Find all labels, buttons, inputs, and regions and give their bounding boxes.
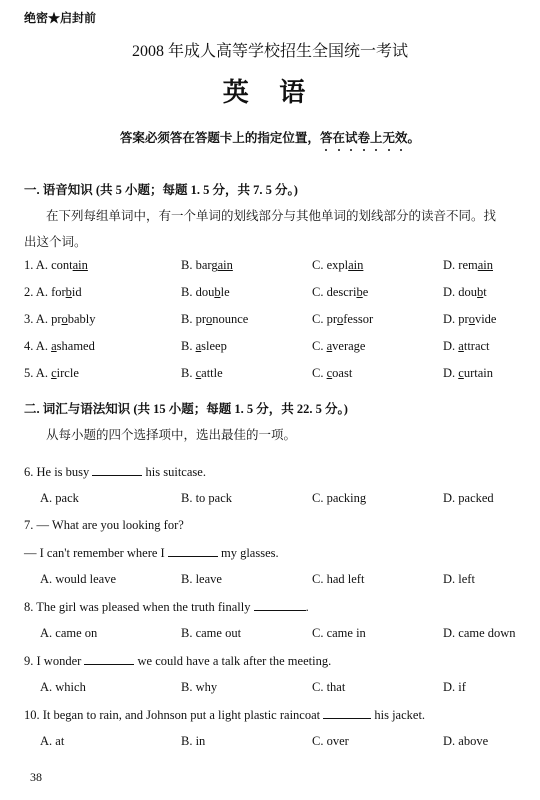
notice-prefix: 答案必须答在答题卡上的指定位置， xyxy=(119,131,320,145)
subject-title: 英 语 xyxy=(222,78,318,107)
answer-option: B. to pack xyxy=(181,491,233,505)
phonetic-option: D. remain xyxy=(443,258,493,272)
phonetic-option: 1. A. contain xyxy=(24,258,88,272)
answer-option: A. came on xyxy=(40,626,98,640)
section2-instruction: 从每小题的四个选择项中，选出最佳的一项。 xyxy=(46,428,297,442)
answer-option: C. over xyxy=(312,734,349,748)
phonetic-option: 5. A. circle xyxy=(24,366,79,380)
answer-option: D. packed xyxy=(443,491,494,505)
answer-option: A. would leave xyxy=(40,572,117,586)
answer-option: C. came in xyxy=(312,626,366,640)
notice-suffix: 。 xyxy=(407,131,421,145)
phonetic-option: 4. A. ashamed xyxy=(24,339,95,353)
answer-option: A. at xyxy=(40,734,65,748)
phonetic-option: C. describe xyxy=(312,285,369,299)
phonetic-option: C. professor xyxy=(312,312,374,326)
phonetic-option: D. doubt xyxy=(443,285,487,299)
notice-dotted-char: 卷 xyxy=(357,128,370,146)
section1-title: 一. 语音知识 (共 5 小题；每题 1. 5 分，共 7. 5 分。) xyxy=(24,183,298,197)
phonetic-option: 3. A. probably xyxy=(24,312,96,326)
phonetic-option: B. bargain xyxy=(181,258,233,272)
notice-dotted-char: 无 xyxy=(383,128,396,146)
section1-instruction: 出这个词。 xyxy=(24,235,87,249)
question-stem: 6. He is busy his suitcase. xyxy=(24,465,206,479)
answer-option: C. that xyxy=(312,680,346,694)
exam-title: 2008 年成人高等学校招生全国统一考试 xyxy=(131,43,408,60)
question-stem: — I can't remember where I my glasses. xyxy=(24,546,279,560)
answer-option: C. had left xyxy=(312,572,365,586)
answer-blank xyxy=(254,599,306,611)
question-stem: 10. It began to rain, and Johnson put a light plastic raincoat his jacket. xyxy=(24,708,426,722)
answer-option: A. pack xyxy=(40,491,79,505)
phonetic-option: D. attract xyxy=(443,339,490,353)
phonetic-option: B. asleep xyxy=(181,339,227,353)
answer-option: A. which xyxy=(40,680,86,694)
answer-option: B. in xyxy=(181,734,206,748)
phonetic-option: D. curtain xyxy=(443,366,494,380)
answer-blank xyxy=(92,464,142,476)
answer-blank xyxy=(84,653,134,665)
phonetic-option: B. cattle xyxy=(181,366,223,380)
answer-option: B. why xyxy=(181,680,218,694)
notice-dotted-char: 在 xyxy=(332,128,345,146)
answer-blank xyxy=(168,545,218,557)
notice-dotted-char: 答 xyxy=(320,128,333,146)
answer-option: D. if xyxy=(443,680,466,694)
question-stem: 7. — What are you looking for? xyxy=(24,518,184,532)
notice-dotted-char: 效 xyxy=(395,128,408,146)
phonetic-option: D. provide xyxy=(443,312,497,326)
question-stem: 9. I wonder we could have a talk after the meeting. xyxy=(24,654,332,668)
section1-instruction: 在下列每组单词中，有一个单词的划线部分与其他单词的划线部分的读音不同。找 xyxy=(46,209,497,223)
answer-blank xyxy=(323,707,371,719)
notice-dotted-char: 试 xyxy=(345,128,358,146)
phonetic-option: C. average xyxy=(312,339,366,353)
question-stem: 8. The girl was pleased when the truth finally . xyxy=(24,600,309,614)
answer-option: D. left xyxy=(443,572,475,586)
answer-option: C. packing xyxy=(312,491,367,505)
section2-title: 二. 词汇与语法知识 (共 15 小题；每题 1. 5 分，共 22. 5 分。) xyxy=(24,402,348,416)
phonetic-option: 2. A. forbid xyxy=(24,285,82,299)
page-number: 38 xyxy=(30,770,42,784)
phonetic-option: C. explain xyxy=(312,258,364,272)
secret-mark: 绝密★启封前 xyxy=(24,11,97,25)
answer-option: D. above xyxy=(443,734,489,748)
answer-option: D. came down xyxy=(443,626,516,640)
phonetic-option: C. coast xyxy=(312,366,353,380)
answer-notice xyxy=(0,128,540,146)
answer-option: B. came out xyxy=(181,626,242,640)
phonetic-option: B. double xyxy=(181,285,230,299)
notice-dotted-char: 上 xyxy=(370,128,383,146)
phonetic-option: B. pronounce xyxy=(181,312,249,326)
answer-option: B. leave xyxy=(181,572,222,586)
